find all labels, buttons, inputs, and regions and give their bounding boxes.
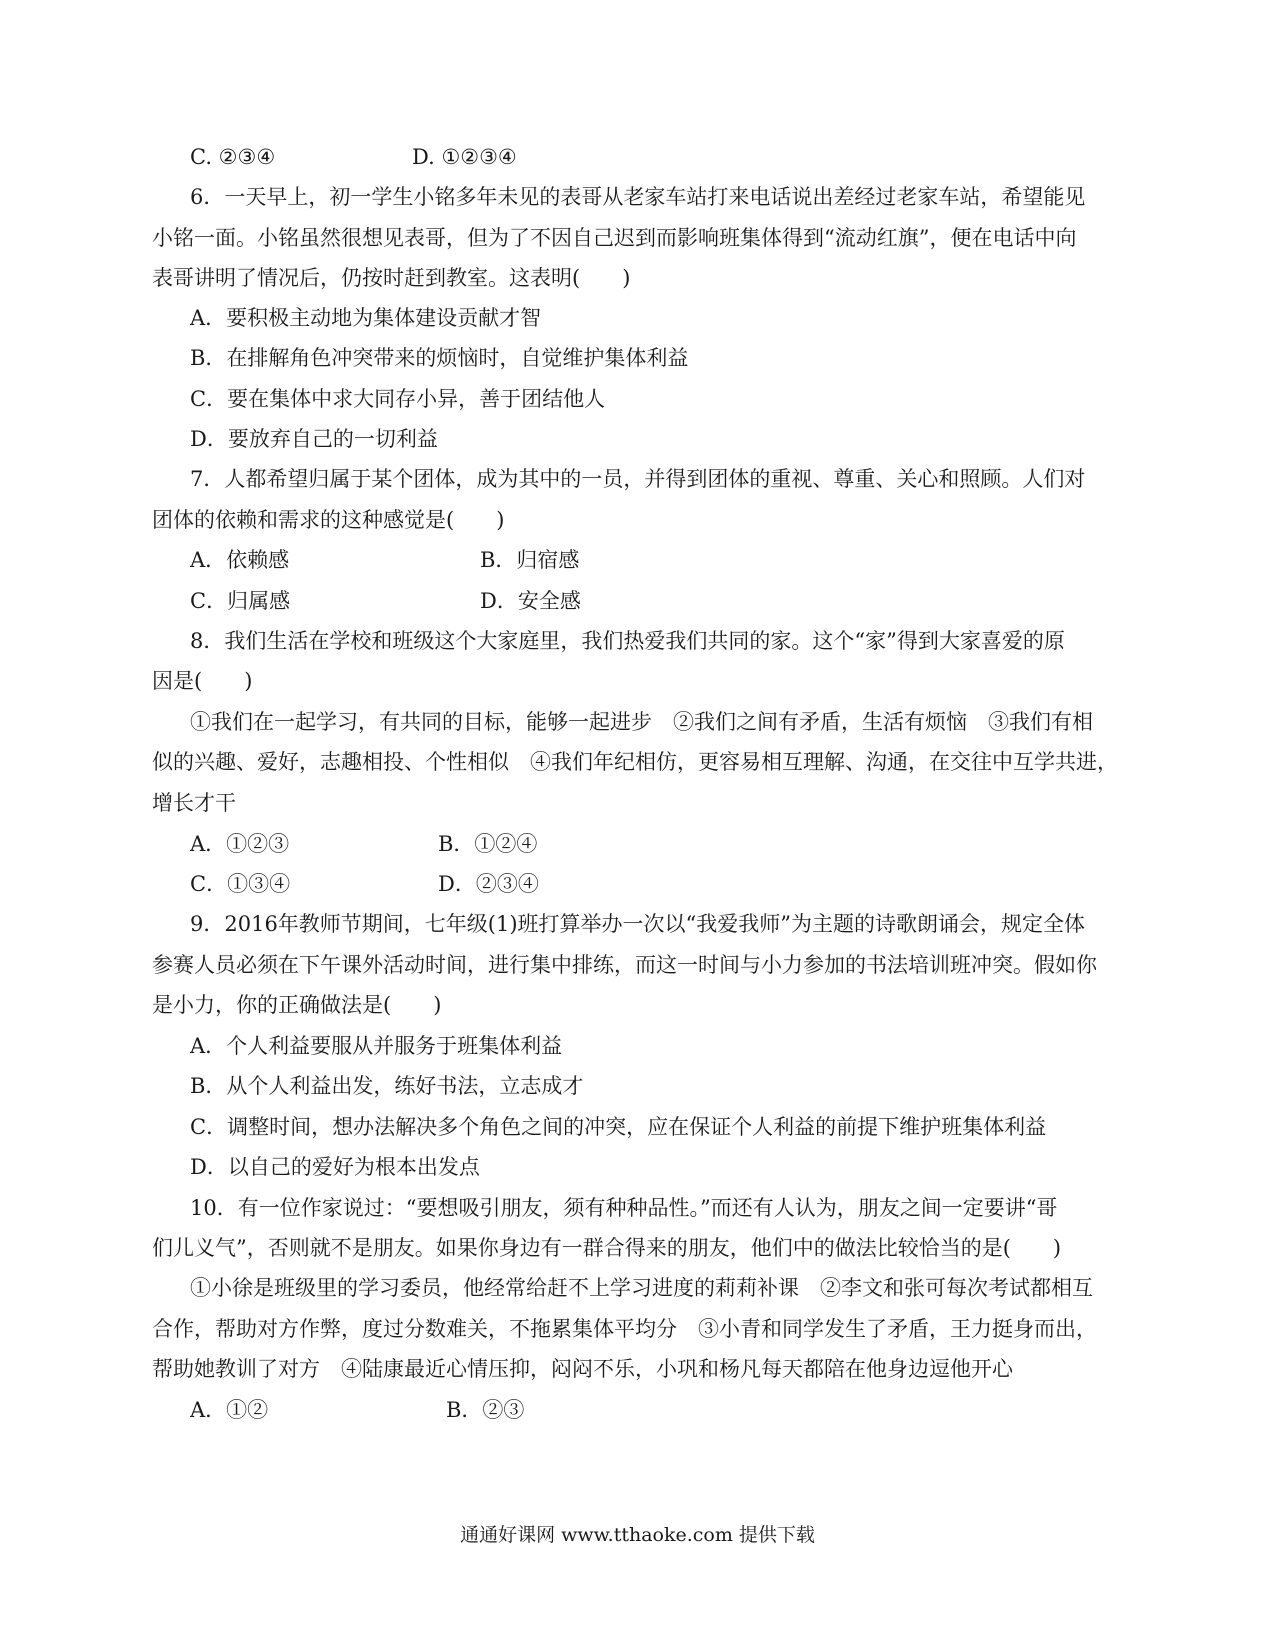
q6-stem-line-3: 表哥讲明了情况后，仍按时赶到教室。这表明( ) bbox=[152, 266, 631, 290]
q10-stem-line-2: 们儿义气”，否则就不是朋友。如果你身边有一群合得来的朋友，他们中的做法比较恰当的是( ) bbox=[152, 1236, 1062, 1260]
q7-option-row-1 bbox=[190, 545, 1132, 575]
q6-option-b: B．在排解角色冲突带来的烦恼时，自觉维护集体利益 bbox=[190, 346, 689, 370]
q9-stem-line-3: 是小力，你的正确做法是( ) bbox=[152, 993, 442, 1017]
q10-option-row-1 bbox=[190, 1395, 1132, 1425]
q5-option-c: C. ②③④ bbox=[190, 145, 276, 169]
q8-option-row-2 bbox=[190, 869, 1132, 899]
q10-option-a: A．①② bbox=[190, 1398, 269, 1422]
q9-option-a: A．个人利益要服从并服务于班集体利益 bbox=[190, 1034, 563, 1058]
q7-option-b: B．归宿感 bbox=[480, 548, 580, 572]
q6-option-c: C．要在集体中求大同存小异，善于团结他人 bbox=[190, 387, 606, 411]
q8-option-b: B．①②④ bbox=[438, 832, 538, 856]
q9-stem-line-2: 参赛人员必须在下午课外活动时间，进行集中排练，而这一时间与小力参加的书法培训班冲突。假如你 bbox=[152, 953, 1097, 977]
q6-stem-line-1: 6．一天早上，初一学生小铭多年未见的表哥从老家车站打来电话说出差经过老家车站，希望能见 bbox=[190, 185, 1086, 209]
q8-option-d: D．②③④ bbox=[438, 872, 539, 896]
q6-stem-line-2: 小铭一面。小铭虽然很想见表哥，但为了不因自己迟到而影响班集体得到“流动红旗”，便在电话中向 bbox=[152, 226, 1077, 250]
q10-stem-line-5: 帮助她教训了对方 ④陆康最近心情压抑，闷闷不乐，小巩和杨凡每天都陪在他身边逗他开心 bbox=[152, 1357, 1013, 1381]
q8-option-c: C．①③④ bbox=[190, 872, 291, 896]
q10-stem-line-4: 合作，帮助对方作弊，度过分数难关，不拖累集体平均分 ③小青和同学发生了矛盾，王力挺身而出， bbox=[152, 1317, 1097, 1341]
q7-option-row-2 bbox=[190, 586, 1132, 616]
q5-option-d: D. ①②③④ bbox=[412, 145, 517, 169]
q8-stem-line-3: ①我们在一起学习，有共同的目标，能够一起进步 ②我们之间有矛盾，生活有烦恼 ③我们有相 bbox=[190, 710, 1093, 734]
q7-option-d: D．安全感 bbox=[480, 589, 581, 613]
q7-stem-line-1: 7．人都希望归属于某个团体，成为其中的一员，并得到团体的重视、尊重、关心和照顾。人们对 bbox=[190, 467, 1086, 491]
q5-option-row bbox=[190, 142, 1132, 172]
q6-option-d: D．要放弃自己的一切利益 bbox=[190, 427, 438, 451]
q9-option-d: D．以自己的爱好为根本出发点 bbox=[190, 1155, 480, 1179]
q9-stem-line-1: 9．2016年教师节期间，七年级(1)班打算举办一次以“我爱我师”为主题的诗歌朗诵会，规定全体 bbox=[190, 912, 1086, 936]
q7-option-c: C．归属感 bbox=[190, 589, 291, 613]
q9-option-b: B．从个人利益出发，练好书法，立志成才 bbox=[190, 1074, 584, 1098]
page-footer: 通通好课网 www.tthaoke.com 提供下载 bbox=[460, 1524, 815, 1546]
q8-option-row-1 bbox=[190, 829, 1132, 859]
q10-option-b: B．②③ bbox=[446, 1398, 525, 1422]
q8-stem-line-2: 因是( ) bbox=[152, 669, 253, 693]
q6-option-a: A．要积极主动地为集体建设贡献才智 bbox=[190, 306, 542, 330]
q10-stem-line-3: ①小徐是班级里的学习委员，他经常给赶不上学习进度的莉莉补课 ②李文和张可每次考试都相互 bbox=[190, 1276, 1093, 1300]
q8-stem-line-1: 8．我们生活在学校和班级这个大家庭里，我们热爱我们共同的家。这个“家”得到大家喜爱的原 bbox=[190, 629, 1065, 653]
q10-stem-line-1: 10．有一位作家说过：“要想吸引朋友，须有种种品性。”而还有人认为，朋友之间一定要讲“哥 bbox=[190, 1196, 1058, 1220]
q8-stem-line-5: 增长才干 bbox=[152, 791, 236, 815]
q9-option-c: C．调整时间，想办法解决多个角色之间的冲突，应在保证个人利益的前提下维护班集体利益 bbox=[190, 1115, 1047, 1139]
q7-stem-line-2: 团体的依赖和需求的这种感觉是( ) bbox=[152, 508, 505, 532]
q8-stem-line-4: 似的兴趣、爱好，志趣相投、个性相似 ④我们年纪相仿，更容易相互理解、沟通，在交往中互学共进， bbox=[152, 750, 1118, 774]
q7-option-a: A．依赖感 bbox=[190, 548, 290, 572]
q8-option-a: A．①②③ bbox=[190, 832, 290, 856]
